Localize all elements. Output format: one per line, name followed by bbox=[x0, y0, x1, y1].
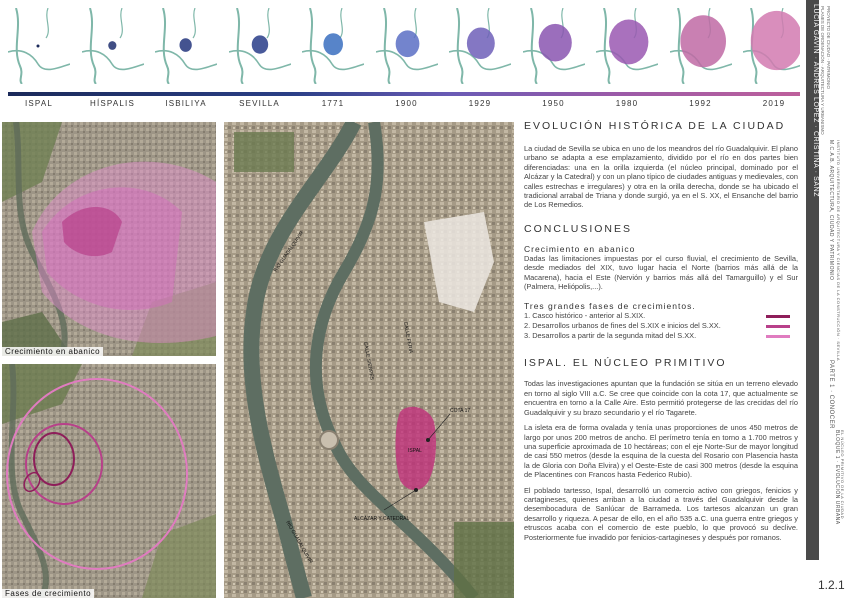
phase-item: 1. Casco histórico - anterior al S.XIX. bbox=[524, 311, 798, 321]
ispal-text-3: El poblado tartesso, Ispal, desarrolló un comercio activo con griegos, fenicios y cartagineses, quienes arriban a la ciudad a través del Guadalquivir desde la desembocadura de Sanlúcar de Barrameda. Los tartesos alcanzan un gran desarrollo y riqueza. A pesar de ello, en el año 535 a.C. una guerra entre griegos y etruscos acaba con el comercio de este pueblo, lo que provocó su declive. Posteriormente fue invadido por fenicios-cartagineses y después por romanos. bbox=[524, 485, 798, 542]
aerial-growth-map bbox=[2, 122, 216, 356]
ispal-text-1: Todas las investigaciones apuntan que la fundación se sitúa en un terreno elevado en torno al siglo VIII a.C. Se cree que coincide con la cota 17, que actualmente se encuentra en torno a la Calle Aire. Esto permitió protegerse de las crecidas del río Guadalquivir y su brazo secundario y el río Tagarete. bbox=[524, 379, 798, 417]
phase-label: 2019 bbox=[762, 99, 786, 108]
phase-label: 1900 bbox=[395, 99, 418, 108]
phase-label: SEVILLA bbox=[239, 99, 280, 108]
phase-map-10 bbox=[743, 8, 805, 84]
ispal-text-2: La isleta era de forma ovalada y tenía unas proporciones de unos 450 metros de largo por unos 200 metros de ancho. El perímetro tenía en torno a 1.700 metros y una superficie aproximada de 10 hectáreas; con el eje Norte-Sur de mayor longitud de casi 550 metros (desde la esquina de la cuesta del Rosario con Plasencia hasta la de Gloria con Doña Elvira) y el Oeste-Este de casi 300 metros (desde la esquina de Placentines con Francos hasta Federico Rubio). bbox=[524, 423, 798, 480]
sidebar-subtitle-a: PLANES DE ORDENACIÓN · ARQUITECTURA Y URBANISMO bbox=[820, 6, 825, 135]
evolution-text: La ciudad de Sevilla se ubica en uno de los meandros del río Guadalquivir. El plano urbano se adapta a ese emplazamiento, dividido por el río en dos partes bien diferenciadas: una en la orilla izquierda (el núcleo principal, dominado por el Alcázar y la Catedral) y con un plano típico de ciudades antiguas y medievales, con calles estrechas e irregulares) y otra en la orilla derecha, donde se ha ubicado el tradicional arrabal de Triana y donde surgió, ya en el S. XX, el Ensanche del barrio de Los Remedios. bbox=[524, 144, 798, 210]
aerial-phases-svg bbox=[2, 364, 216, 598]
phase-map-5 bbox=[376, 8, 438, 84]
phase-list bbox=[524, 311, 798, 341]
phase-map-8 bbox=[596, 8, 658, 84]
timeline-bar bbox=[8, 92, 814, 96]
phase-map-7 bbox=[523, 8, 585, 84]
phase-swatch bbox=[766, 315, 790, 318]
sidebar-part-b: BLOQUE 1 · EVOLUCIÓN URBANA bbox=[834, 430, 840, 525]
phase-label: 1929 bbox=[468, 99, 492, 108]
sidebar-subtitle-b: PROYECTO DE CIUDAD · PATRIMONIO bbox=[826, 6, 831, 90]
phase-map-1 bbox=[82, 8, 144, 84]
sidebar-part-c: EL NÚCLEO PRIMITIVO DE LA CIUDAD bbox=[840, 430, 845, 519]
sidebar-title: LUCÍA GAVÍN · ANDRÉS LÓPEZ · CRISTINA · SANZ bbox=[812, 4, 819, 198]
phase-label: 1992 bbox=[689, 99, 712, 108]
sidebar-course-b: INSTITUTO UNIVERSITARIO DE ARQUITECTURA Y CIENCIAS DE LA CONSTRUCCIÓN · SEVILLA bbox=[836, 140, 841, 362]
aerial-phases-map bbox=[2, 364, 216, 598]
sidebar-part: PARTE 1 · CONOCER bbox=[828, 360, 834, 429]
phase-item: 2. Desarrollos urbanos de fines del S.XIX e inicios del S.XX. bbox=[524, 321, 798, 331]
label-alcazar: ALCÁZAR Y CATEDRAL bbox=[354, 516, 410, 522]
label-cota17: COTA 17 bbox=[450, 408, 471, 414]
fan-text: Dadas las limitaciones impuestas por el curso fluvial, el crecimiento de Sevilla, desde mediados del XIX, tuvo lugar hacia el Norte (barrios más allá de la Macarena), hacia el Este (Nervión y barrios más allá del Tamarguillo) y el Sur (Palmera, Heliópolis,...). bbox=[524, 253, 798, 292]
page-code: 1.2.1 bbox=[818, 578, 845, 592]
phase-label: 1771 bbox=[321, 99, 345, 108]
phase-label: ISPAL bbox=[24, 99, 54, 108]
label-river-north: RÍO GUADALQUIVIR bbox=[272, 230, 306, 274]
sidebar-course: M.C.A.B. ARQUITECTURA, CIUDAD Y PATRIMONIO bbox=[828, 140, 834, 281]
label-street-2: CALLE FERIA bbox=[402, 321, 414, 354]
text-column bbox=[524, 120, 798, 542]
phase-label: ISBILIYA bbox=[165, 99, 207, 108]
section-title-conclusions: CONCLUSIONES bbox=[524, 222, 633, 235]
caption-phases: Fases de crecimiento bbox=[2, 589, 94, 598]
phase-map-9 bbox=[670, 8, 732, 84]
phase-label: 1950 bbox=[542, 99, 565, 108]
city-map-svg bbox=[224, 122, 514, 598]
aerial-growth-svg bbox=[2, 122, 216, 356]
phase-map-6 bbox=[449, 8, 511, 84]
phase-map-2 bbox=[155, 8, 217, 84]
aerial-city-map bbox=[224, 122, 514, 598]
sub-title-fan: Crecimiento en abanico bbox=[524, 243, 636, 254]
phase-swatch bbox=[766, 325, 790, 328]
caption-growth: Crecimiento en abanico bbox=[2, 347, 103, 356]
phase-swatch bbox=[766, 335, 790, 338]
phase-label: HÍSPALIS bbox=[89, 99, 136, 108]
phase-map-4 bbox=[302, 8, 364, 84]
label-river-south: RÍO GUADALQUIVIR bbox=[284, 520, 314, 565]
label-ispal: ISPAL bbox=[408, 448, 422, 454]
phase-map-0 bbox=[8, 8, 70, 84]
section-title-ispal: ISPAL. EL NÚCLEO PRIMITIVO bbox=[524, 357, 727, 370]
phase-item: 3. Desarrollos a partir de la segunda mitad del S.XX. bbox=[524, 331, 798, 341]
sub-title-phases: Tres grandes fases de crecimientos. bbox=[524, 301, 696, 312]
phase-map-3 bbox=[229, 8, 291, 84]
section-title-evolution: EVOLUCIÓN HISTÓRICA DE LA CIUDAD bbox=[524, 120, 786, 132]
label-street-1: CALLE SIERPES bbox=[362, 341, 375, 381]
phase-label: 1980 bbox=[615, 99, 639, 108]
